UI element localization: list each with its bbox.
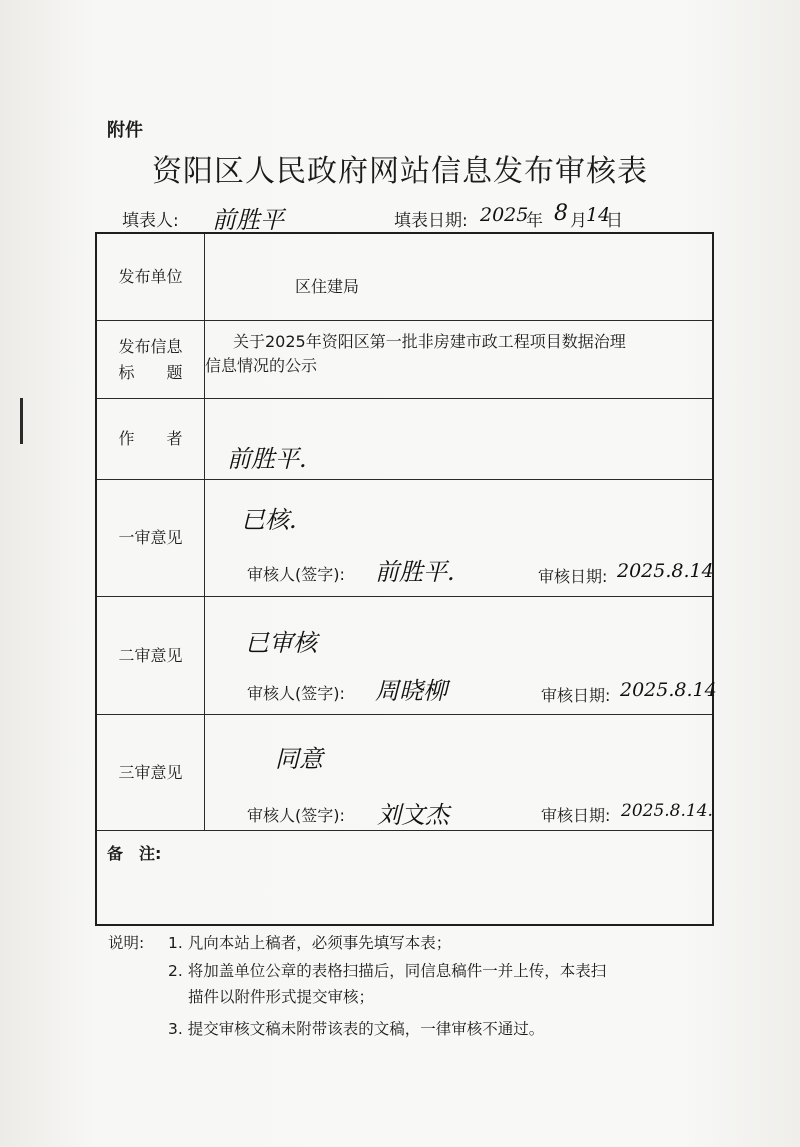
row-publish-unit (97, 234, 712, 321)
row-remarks (97, 831, 712, 924)
publish-unit-cell (205, 234, 712, 320)
fill-date-day-unit: 日 (606, 211, 623, 231)
row-first-review (97, 480, 712, 597)
third-review-date-label: 审核日期: (541, 806, 611, 825)
instruction-item-2-line2: 描件以附件形式提交审核； (188, 988, 375, 1006)
fill-date-year: 2025 (480, 204, 529, 226)
first-reviewer-signature: 前胜平. (375, 558, 455, 586)
row-info-title (97, 321, 712, 399)
second-review-opinion: 已审核 (245, 629, 317, 657)
second-reviewer-label: 审核人(签字): (247, 684, 345, 703)
fill-date-label: 填表日期: (394, 211, 468, 231)
filler-row (122, 202, 642, 232)
info-title-line1: 关于2025年资阳区第一批非房建市政工程项目数据治理 (233, 332, 626, 351)
review-form-table (95, 232, 717, 926)
third-review-cell (205, 715, 712, 830)
third-reviewer-label: 审核人(签字): (247, 806, 345, 825)
author-cell (205, 399, 712, 479)
author-signature: 前胜平. (227, 445, 307, 473)
second-reviewer-signature: 周晓柳 (375, 677, 447, 705)
author-label: 作 者 (97, 399, 205, 479)
first-review-opinion: 已核. (241, 506, 297, 534)
first-reviewer-label: 审核人(签字): (247, 565, 345, 584)
second-review-date: 2025.8.14 (620, 679, 717, 701)
instruction-item-3: 3. 提交审核文稿未附带该表的文稿，一律审核不通过。 (168, 1020, 545, 1038)
first-review-date-label: 审核日期: (538, 567, 608, 586)
info-title-label-line1: 发布信息 (118, 336, 183, 356)
form-title: 资阳区人民政府网站信息发布审核表 (152, 154, 648, 189)
publish-unit-value: 区住建局 (295, 277, 360, 296)
row-second-review (97, 597, 717, 715)
attachment-label: 附件 (107, 120, 143, 141)
info-title-label-cell (97, 321, 205, 398)
instruction-item-1: 1. 凡向本站上稿者，必须事先填写本表； (168, 934, 452, 952)
first-review-cell (205, 480, 712, 596)
info-title-line2: 信息情况的公示 (205, 356, 318, 375)
instruction-item-2-line1: 2. 将加盖单位公章的表格扫描后，同信息稿件一并上传，本表扫 (168, 962, 607, 980)
second-review-date-label: 审核日期: (541, 686, 611, 705)
filler-signature: 前胜平 (212, 206, 284, 234)
first-review-label: 一审意见 (97, 480, 205, 596)
fill-date-day: 14 (586, 204, 611, 226)
remarks-label: 备 注: (107, 844, 162, 863)
info-title-cell (205, 321, 712, 398)
third-reviewer-signature: 刘文杰 (377, 801, 449, 829)
third-review-date: 2025.8.14. (621, 801, 713, 821)
filler-label: 填表人: (122, 211, 179, 231)
row-author (97, 399, 712, 480)
third-review-label: 三审意见 (97, 715, 205, 830)
second-review-cell (205, 597, 717, 714)
binding-mark (20, 398, 23, 444)
second-review-label: 二审意见 (97, 597, 205, 714)
first-review-date: 2025.8.14 (617, 560, 714, 582)
fill-date-year-unit: 年 (526, 211, 543, 231)
row-third-review (97, 715, 712, 831)
publish-unit-label: 发布单位 (97, 234, 205, 320)
fill-date-month-unit: 月 (570, 211, 587, 231)
instructions-prefix: 说明: (108, 934, 145, 952)
info-title-label-line2: 标 题 (118, 362, 183, 382)
third-review-opinion: 同意 (275, 745, 323, 773)
fill-date-month: 8 (554, 201, 568, 226)
